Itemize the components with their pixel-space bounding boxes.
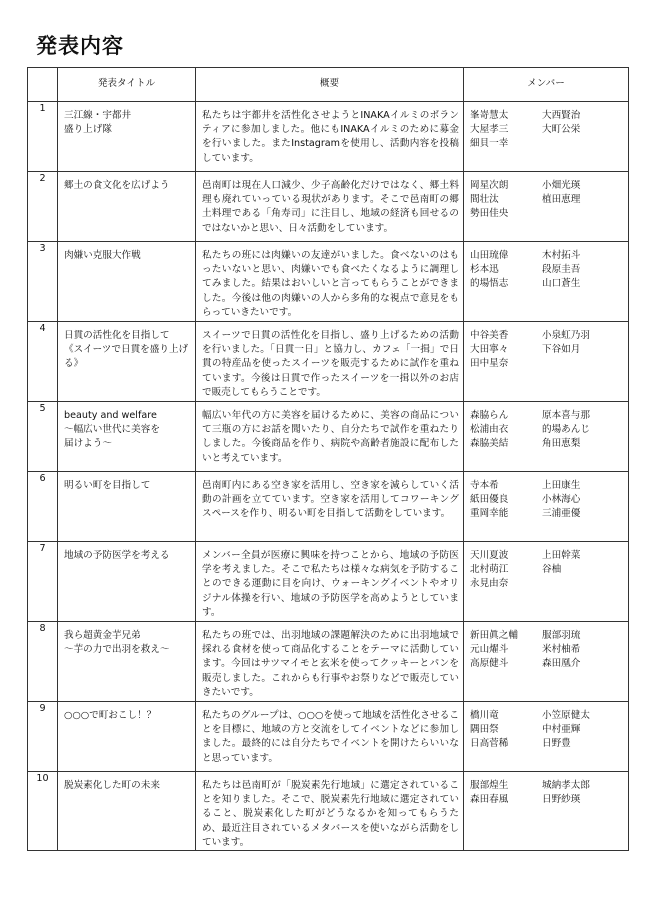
member-name: 的場あんじ — [542, 424, 590, 436]
member-list — [464, 172, 629, 242]
member-name: 橋川竜 — [470, 710, 499, 721]
header-title: 発表タイトル — [58, 68, 196, 102]
presentation-title: 我ら超黄金芋兄弟 ～芋の力で出羽を救え～ — [58, 622, 196, 702]
member-grid — [470, 329, 626, 372]
member-name: 峯嵜慧太 — [470, 110, 509, 121]
member-grid — [470, 549, 626, 592]
table-row — [28, 402, 629, 472]
member-name: 大田寧々 — [470, 344, 509, 356]
member-list — [464, 102, 629, 172]
member-name: 服部羽琉 — [542, 630, 581, 641]
table-body — [28, 102, 629, 851]
table-header-row — [28, 68, 629, 102]
member-name: 角田恵梨 — [542, 438, 581, 450]
member-name: 原本喜与那 — [542, 410, 590, 421]
presentation-summary: 私たちのグループは、○○○を使って地域を活性化させることを目標に、地域の方と交流をしてイベントなどに参加しました。最終的には自分たちでイベントを開けたらいいなと思っています。 — [196, 702, 464, 772]
member-name: 森田凰介 — [542, 658, 581, 670]
member-name: 大町公栄 — [542, 124, 581, 136]
header-number — [28, 68, 58, 102]
member-name: 三浦亜優 — [542, 508, 581, 520]
member-name: 城納孝太郎 — [542, 780, 590, 791]
member-grid — [470, 409, 626, 452]
presentation-title: 地域の予防医学を考える — [58, 542, 196, 622]
member-grid — [470, 249, 626, 292]
table-row — [28, 472, 629, 542]
row-number: 6 — [28, 472, 58, 542]
member-name: 小林海心 — [542, 494, 581, 506]
member-list — [464, 242, 629, 322]
table-row — [28, 102, 629, 172]
member-name: 日野紗瑛 — [542, 794, 581, 806]
presentation-summary: 私たちは宇都井を活性化させようとINAKAイルミのボランティアに参加しました。他にもINAKAイルミのために募金を行いました。またInstagramを使用し、活動内容を投稿しています。 — [196, 102, 464, 172]
member-name: 森田春風 — [470, 794, 509, 806]
presentation-summary: 私たちの班には肉嫌いの友達がいました。食べないのはもったいないと思い、肉嫌いでも食べたくなるように調理してみました。結果はおいしいと言ってもらうことができました。今後は他の肉嫌いの人から多角的な視点で意見をもらっていきたいです。 — [196, 242, 464, 322]
member-name: 隅田祭 — [470, 724, 499, 736]
table-row — [28, 622, 629, 702]
member-name: 小畑光瑛 — [542, 180, 581, 191]
member-grid — [470, 179, 626, 222]
member-name: 段原圭吾 — [542, 264, 581, 276]
member-name: 細貝一幸 — [470, 138, 509, 150]
member-name: 谷柚 — [542, 564, 562, 576]
table-row — [28, 322, 629, 402]
member-name: 勢田佳央 — [470, 208, 509, 220]
member-list — [464, 322, 629, 402]
member-name: 下谷如月 — [542, 344, 581, 356]
member-name: 木村拓斗 — [542, 250, 581, 261]
row-number: 9 — [28, 702, 58, 772]
member-name: 的場悟志 — [470, 278, 509, 290]
presentation-summary: 邑南町は現在人口減少、少子高齢化だけではなく、郷土料理も廃れていっている現状があります。そこで邑南町の郷土料理である「角寿司」に注目し、地域の経済も回せるのではないかと思い、日々活動をしています。 — [196, 172, 464, 242]
member-name — [542, 137, 624, 151]
presentation-title: 三江線・宇都井 盛り上げ隊 — [58, 102, 196, 172]
row-number: 2 — [28, 172, 58, 242]
member-name: 小泉虹乃羽 — [542, 330, 590, 341]
member-name: 松浦由衣 — [470, 424, 509, 436]
table-row — [28, 242, 629, 322]
member-name: 北村萌江 — [470, 564, 509, 576]
row-number: 8 — [28, 622, 58, 702]
row-number: 10 — [28, 772, 58, 851]
member-name: 天川夏波 — [470, 550, 509, 561]
member-name: 新田眞之輔 — [470, 630, 518, 641]
row-number: 3 — [28, 242, 58, 322]
presentation-title: 肉嫌い克服大作戦 — [58, 242, 196, 322]
member-grid — [470, 709, 626, 752]
member-name: 大西賢治 — [542, 110, 581, 121]
member-grid — [470, 479, 626, 522]
member-name: 日野豊 — [542, 738, 571, 750]
member-name: 田中星奈 — [470, 358, 509, 370]
table-row — [28, 172, 629, 242]
presentation-title: 日貫の活性化を目指して 《スイーツで日貫を盛り上げる》 — [58, 322, 196, 402]
member-name: 小笠原健太 — [542, 710, 590, 721]
presentation-summary: 私たちは邑南町が「脱炭素先行地域」に選定されていることを知りました。そこで、脱炭素先行地域に選定されていること、脱炭素化した町がどうなるかを知ってもらうため、最近注目されているメタバースを使いながら活動をしています。 — [196, 772, 464, 851]
member-name: 森脇美結 — [470, 438, 509, 450]
member-list — [464, 402, 629, 472]
member-name: 重岡幸能 — [470, 508, 509, 520]
presentation-title: 明るい町を目指して — [58, 472, 196, 542]
member-name: 米村柚希 — [542, 644, 581, 656]
member-name: 山口蒼生 — [542, 278, 581, 290]
presentation-title: 脱炭素化した町の未来 — [58, 772, 196, 851]
presentation-title: beauty and welfare ～幅広い世代に美容を 届けよう～ — [58, 402, 196, 472]
member-grid — [470, 629, 626, 672]
member-name — [542, 577, 624, 591]
presentation-summary: 私たちの班では、出羽地域の課題解決のために出羽地域で採れる食材を使って商品化することをテーマに活動しています。今回はサツマイモと玄米を使ってクッキーとパンを販売しました。これからも行事やお祭りなどで販売していきたいです。 — [196, 622, 464, 702]
table-row — [28, 772, 629, 851]
member-name — [542, 207, 624, 221]
row-number: 7 — [28, 542, 58, 622]
member-name: 岡星次朗 — [470, 180, 509, 191]
member-grid — [470, 779, 626, 807]
member-name: 永見由奈 — [470, 578, 509, 590]
page-title: 発表内容 — [36, 34, 124, 58]
member-list — [464, 622, 629, 702]
member-name: 山田琉偉 — [470, 250, 509, 261]
header-members: メンバー — [464, 68, 629, 102]
member-name: 大屋孝三 — [470, 124, 509, 136]
member-name: 中谷美香 — [470, 330, 509, 341]
presentation-summary: メンバー全員が医療に興味を持つことから、地域の予防医学を考えました。そこで私たちは様々な病気を予防することのできる運動に目を向け、ウォーキングイベントやオリジナル体操を行い、地域の予防医学を高めようとしています。 — [196, 542, 464, 622]
member-name: 高原健斗 — [470, 658, 509, 670]
row-number: 4 — [28, 322, 58, 402]
member-name: 間壮汰 — [470, 194, 499, 206]
member-grid — [470, 109, 626, 152]
presentation-title: 郷土の食文化を広げよう — [58, 172, 196, 242]
header-summary: 概要 — [196, 68, 464, 102]
member-name: 杉本迅 — [470, 264, 499, 276]
member-name: 元山燿斗 — [470, 644, 509, 656]
table-row — [28, 542, 629, 622]
presentation-summary: 邑南町内にある空き家を活用し、空き家を減らしていく活動の計画を立てています。空き家を活用してコワーキングスペースを作り、明るい町を目指して活動をしています。 — [196, 472, 464, 542]
table-row — [28, 702, 629, 772]
member-list — [464, 472, 629, 542]
member-name: 服部煌生 — [470, 780, 509, 791]
member-name: 寺本希 — [470, 480, 499, 491]
member-name: 紙田優良 — [470, 494, 509, 506]
row-number: 1 — [28, 102, 58, 172]
member-name — [542, 357, 624, 371]
presentation-summary: スイーツで日貫の活性化を目指し、盛り上げるための活動を行いました。「日貫一日」と協力し、カフェ「一揖」で日貫の特産品を使ったスイーツを販売するために試作を重ねています。今後は日貫で作ったスイーツを一揖以外のお店で販売してもらうことです。 — [196, 322, 464, 402]
member-list — [464, 542, 629, 622]
presentation-summary: 幅広い年代の方に美容を届けるために、美容の商品について三瓶の方にお話を聞いたり、自分たちで試作を重ねたりしました。今後商品を作り、病院や高齢者施設に配布したいと考えています。 — [196, 402, 464, 472]
member-name: 中村亜輝 — [542, 724, 581, 736]
row-number: 5 — [28, 402, 58, 472]
member-name: 上田幹菜 — [542, 550, 581, 561]
presentation-title: ○○○で町おこし！？ — [58, 702, 196, 772]
member-name: 日高菅稀 — [470, 738, 509, 750]
member-name: 植田恵理 — [542, 194, 581, 206]
member-list — [464, 772, 629, 851]
presentation-table — [27, 67, 629, 851]
member-name: 森脇らん — [470, 410, 509, 421]
member-list — [464, 702, 629, 772]
member-name: 上田康生 — [542, 480, 581, 491]
